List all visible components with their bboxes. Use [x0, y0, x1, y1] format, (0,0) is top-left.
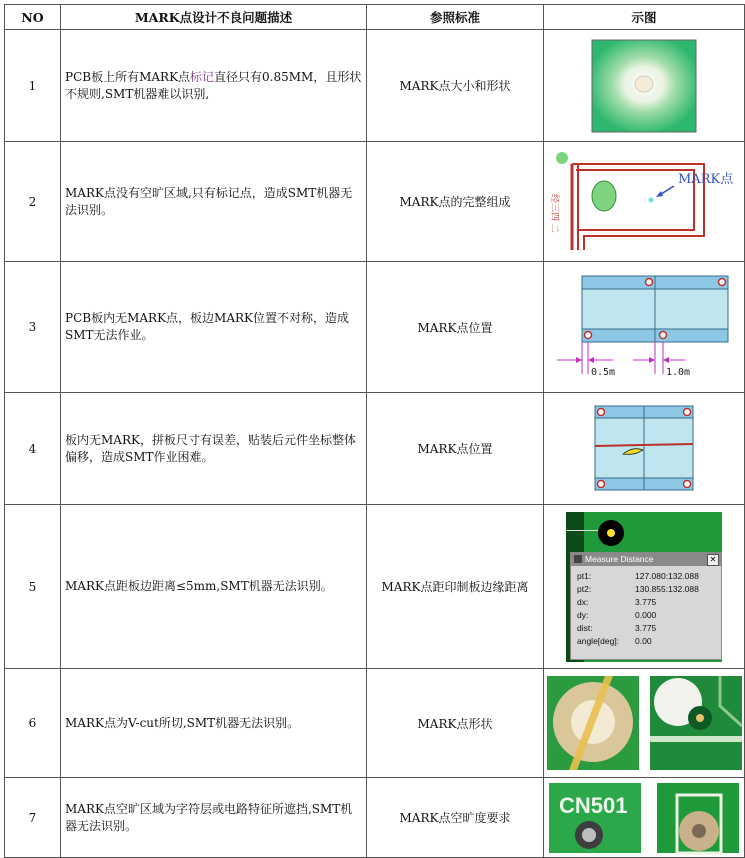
- desc-text: PCB板上所有MARK点: [65, 69, 191, 84]
- vcut-photo-1: [547, 676, 639, 770]
- row-figure: [544, 393, 745, 505]
- header-no: NO: [5, 5, 61, 30]
- table-row: [5, 505, 745, 669]
- header-desc: MARK点设计不良问题描述: [61, 5, 367, 30]
- row-ref: MARK点距印制板边缘距离: [367, 505, 544, 669]
- measure-row: [577, 596, 721, 609]
- measure-row: [577, 609, 721, 622]
- dialog-titlebar: [571, 553, 721, 566]
- svg-text:经三四 二: 经三四 二: [549, 193, 559, 233]
- silkscreen-photo: [549, 783, 641, 853]
- measure-key: dx:: [577, 596, 589, 607]
- measure-key: angle[deg]:: [577, 635, 620, 646]
- mark-dot: [635, 76, 653, 92]
- dialog-title: Measure Distance: [585, 553, 654, 564]
- row-no: 3: [5, 262, 61, 393]
- mark-point: [649, 197, 654, 202]
- row-figure: [544, 669, 745, 778]
- row-no: 1: [5, 30, 61, 142]
- table-row: [5, 778, 745, 858]
- silkscreen-label: CN501: [559, 792, 628, 818]
- app-icon: [574, 555, 582, 563]
- panel-offset-image: [593, 404, 695, 494]
- row-figure: [544, 142, 745, 262]
- measure-value: 0.00: [635, 635, 652, 646]
- row-no: 6: [5, 669, 61, 778]
- row-desc: PCB板内无MARK点，板边MARK位置不对称，造成SMT无法作业。: [61, 262, 367, 393]
- header-ref: 参照标准: [367, 5, 544, 30]
- mark-defect-table: [4, 4, 745, 858]
- row-desc: MARK点空旷区域为字符层或电路特征所遮挡,SMT机器无法识别。: [61, 778, 367, 858]
- table-row: [5, 393, 745, 505]
- row-ref: MARK点形状: [367, 669, 544, 778]
- mark-no-clearance-image: [549, 150, 734, 254]
- measure-value: 3.775: [635, 596, 657, 607]
- mark-label: MARK点: [678, 171, 734, 187]
- desc-highlight: 标记: [190, 69, 215, 84]
- measure-key: dy:: [577, 609, 589, 620]
- measure-value: 130.855:132.088: [635, 583, 699, 594]
- measure-key: pt1:: [577, 570, 592, 581]
- measure-row: [577, 622, 721, 635]
- desc-text: 直径只有0.85MM，且形状不规则,SMT机器难以识别,: [65, 69, 362, 101]
- measure-key: pt2:: [577, 583, 592, 594]
- measure-value: 0.000: [635, 609, 657, 620]
- obstructed-photos: [544, 783, 744, 853]
- row-figure: [544, 505, 745, 669]
- row-desc: 板内无MARK，拼板尺寸有误差，贴装后元件坐标整体偏移，造成SMT作业困难。: [61, 393, 367, 505]
- dim-label: 1.0m: [666, 367, 691, 378]
- row-figure: [544, 30, 745, 142]
- vcut-photos: [544, 676, 744, 770]
- measure-dialog: [570, 552, 722, 660]
- row-no: 5: [5, 505, 61, 669]
- mark-irregular-image: [592, 40, 696, 132]
- row-desc: MARK点为V-cut所切,SMT机器无法识别。: [61, 669, 367, 778]
- measure-values: [571, 566, 721, 648]
- measure-screenshot: [566, 512, 722, 662]
- measure-row: [577, 583, 721, 596]
- asymmetric-mark-image: [555, 272, 733, 382]
- table-row: [5, 262, 745, 393]
- row-ref: MARK点空旷度要求: [367, 778, 544, 858]
- close-icon[interactable]: ✕: [707, 554, 719, 566]
- row-no: 4: [5, 393, 61, 505]
- measure-row: [577, 635, 721, 648]
- table-row: [5, 669, 745, 778]
- measure-value: 127.080:132.088: [635, 570, 699, 581]
- measure-row: [577, 570, 721, 583]
- row-ref: MARK点位置: [367, 262, 544, 393]
- row-desc: [61, 30, 367, 142]
- row-no: 2: [5, 142, 61, 262]
- mark-pad: [598, 520, 624, 546]
- table-row: [5, 30, 745, 142]
- table-row: [5, 142, 745, 262]
- row-ref: MARK点大小和形状: [367, 30, 544, 142]
- row-figure: [544, 778, 745, 858]
- row-figure: [544, 262, 745, 393]
- header-row: [5, 5, 745, 30]
- row-desc: MARK点没有空旷区域,只有标记点，造成SMT机器无法识别。: [61, 142, 367, 262]
- dim-label: 0.5m: [591, 367, 616, 378]
- measure-key: dist:: [577, 622, 593, 633]
- measure-value: 3.775: [635, 622, 657, 633]
- row-ref: MARK点的完整组成: [367, 142, 544, 262]
- row-desc: MARK点距板边距离≤5mm,SMT机器无法识别。: [61, 505, 367, 669]
- header-img: 示图: [544, 5, 745, 30]
- row-no: 7: [5, 778, 61, 858]
- vcut-photo-2: [650, 676, 742, 770]
- row-ref: MARK点位置: [367, 393, 544, 505]
- trace-photo: [657, 783, 739, 853]
